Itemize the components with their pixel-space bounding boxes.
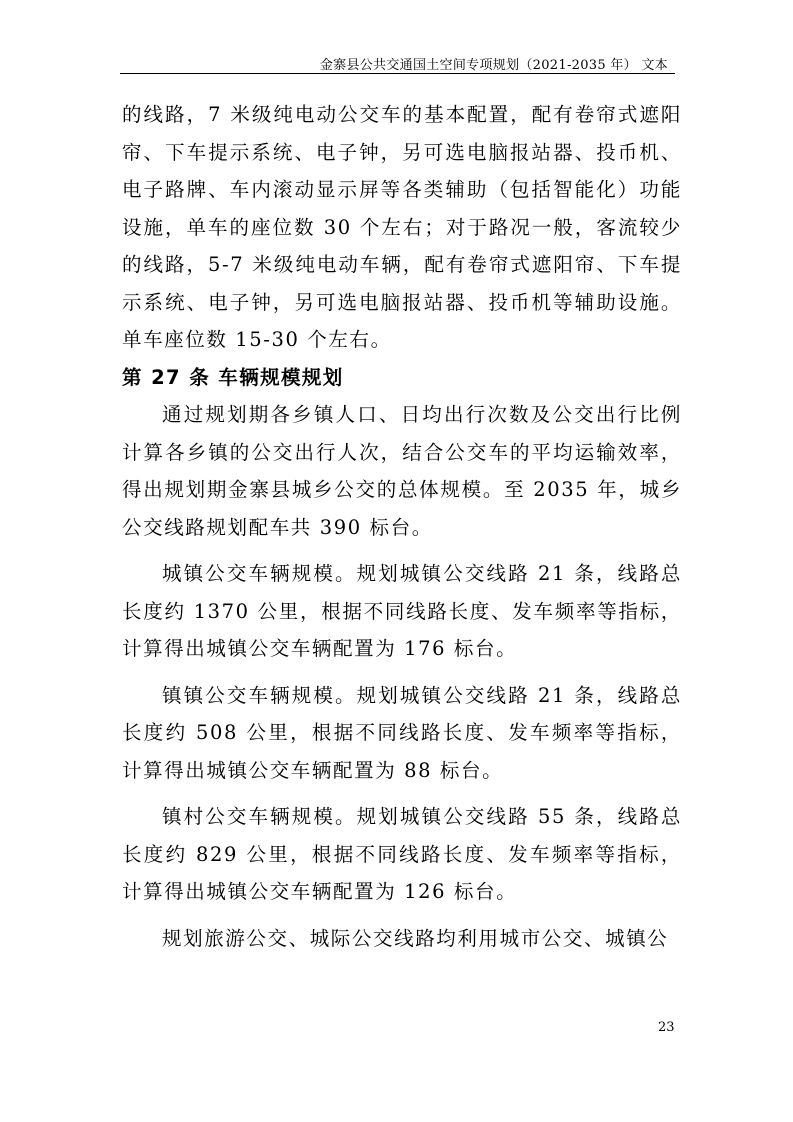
paragraph-vehicle-config: 的线路，7 米级纯电动公交车的基本配置，配有卷帘式遮阳帘、下车提示系统、电子钟，另可选电脑报站器、投币机、电子路牌、车内滚动显示屏等各类辅助（包括智能化）功能设施，单车的座位数 30 个左右；对于路况一般，客流较少的线路，5-7 米级纯电动车辆，配有卷帘式遮阳帘、下车提示系统、电子钟，另可选电脑报站器、投币机等辅助设施。单车座位数 15-30 个左右。 [122,103,682,351]
section-heading: 第 27 条 车辆规模规划 [122,365,344,389]
paragraph-tourism-intercity: 规划旅游公交、城际公交线路均利用城市公交、城镇公 [162,926,669,950]
paragraph-village-bus-scale: 镇村公交车辆规模。规划城镇公交线路 55 条，线路总长度约 829 公里，根据不同线路长度、发车频率等指标，计算得出城镇公交车辆配置为 126 标台。 [122,805,682,903]
document-body [122,96,682,957]
paragraph-overall-scale: 通过规划期各乡镇人口、日均出行次数及公交出行比例计算各乡镇的公交出行人次，结合公交车的平均运输效率，得出规划期金寨县城乡公交的总体规模。至 2035 年，城乡公交线路规划配车共 390 标台。 [122,403,682,539]
header-divider [120,73,675,74]
paragraph-urban-bus-scale: 城镇公交车辆规模。规划城镇公交线路 21 条，线路总长度约 1370 公里，根据不同线路长度、发车频率等指标，计算得出城镇公交车辆配置为 176 标台。 [122,562,682,660]
page-number: 23 [658,1020,675,1035]
running-header: 金寨县公共交通国土空间专项规划（2021-2035 年） 文本 [319,58,668,73]
paragraph-town-bus-scale: 镇镇公交车辆规模。规划城镇公交线路 21 条，线路总长度约 508 公里，根据不同线路长度、发车频率等指标，计算得出城镇公交车辆配置为 88 标台。 [122,683,682,782]
